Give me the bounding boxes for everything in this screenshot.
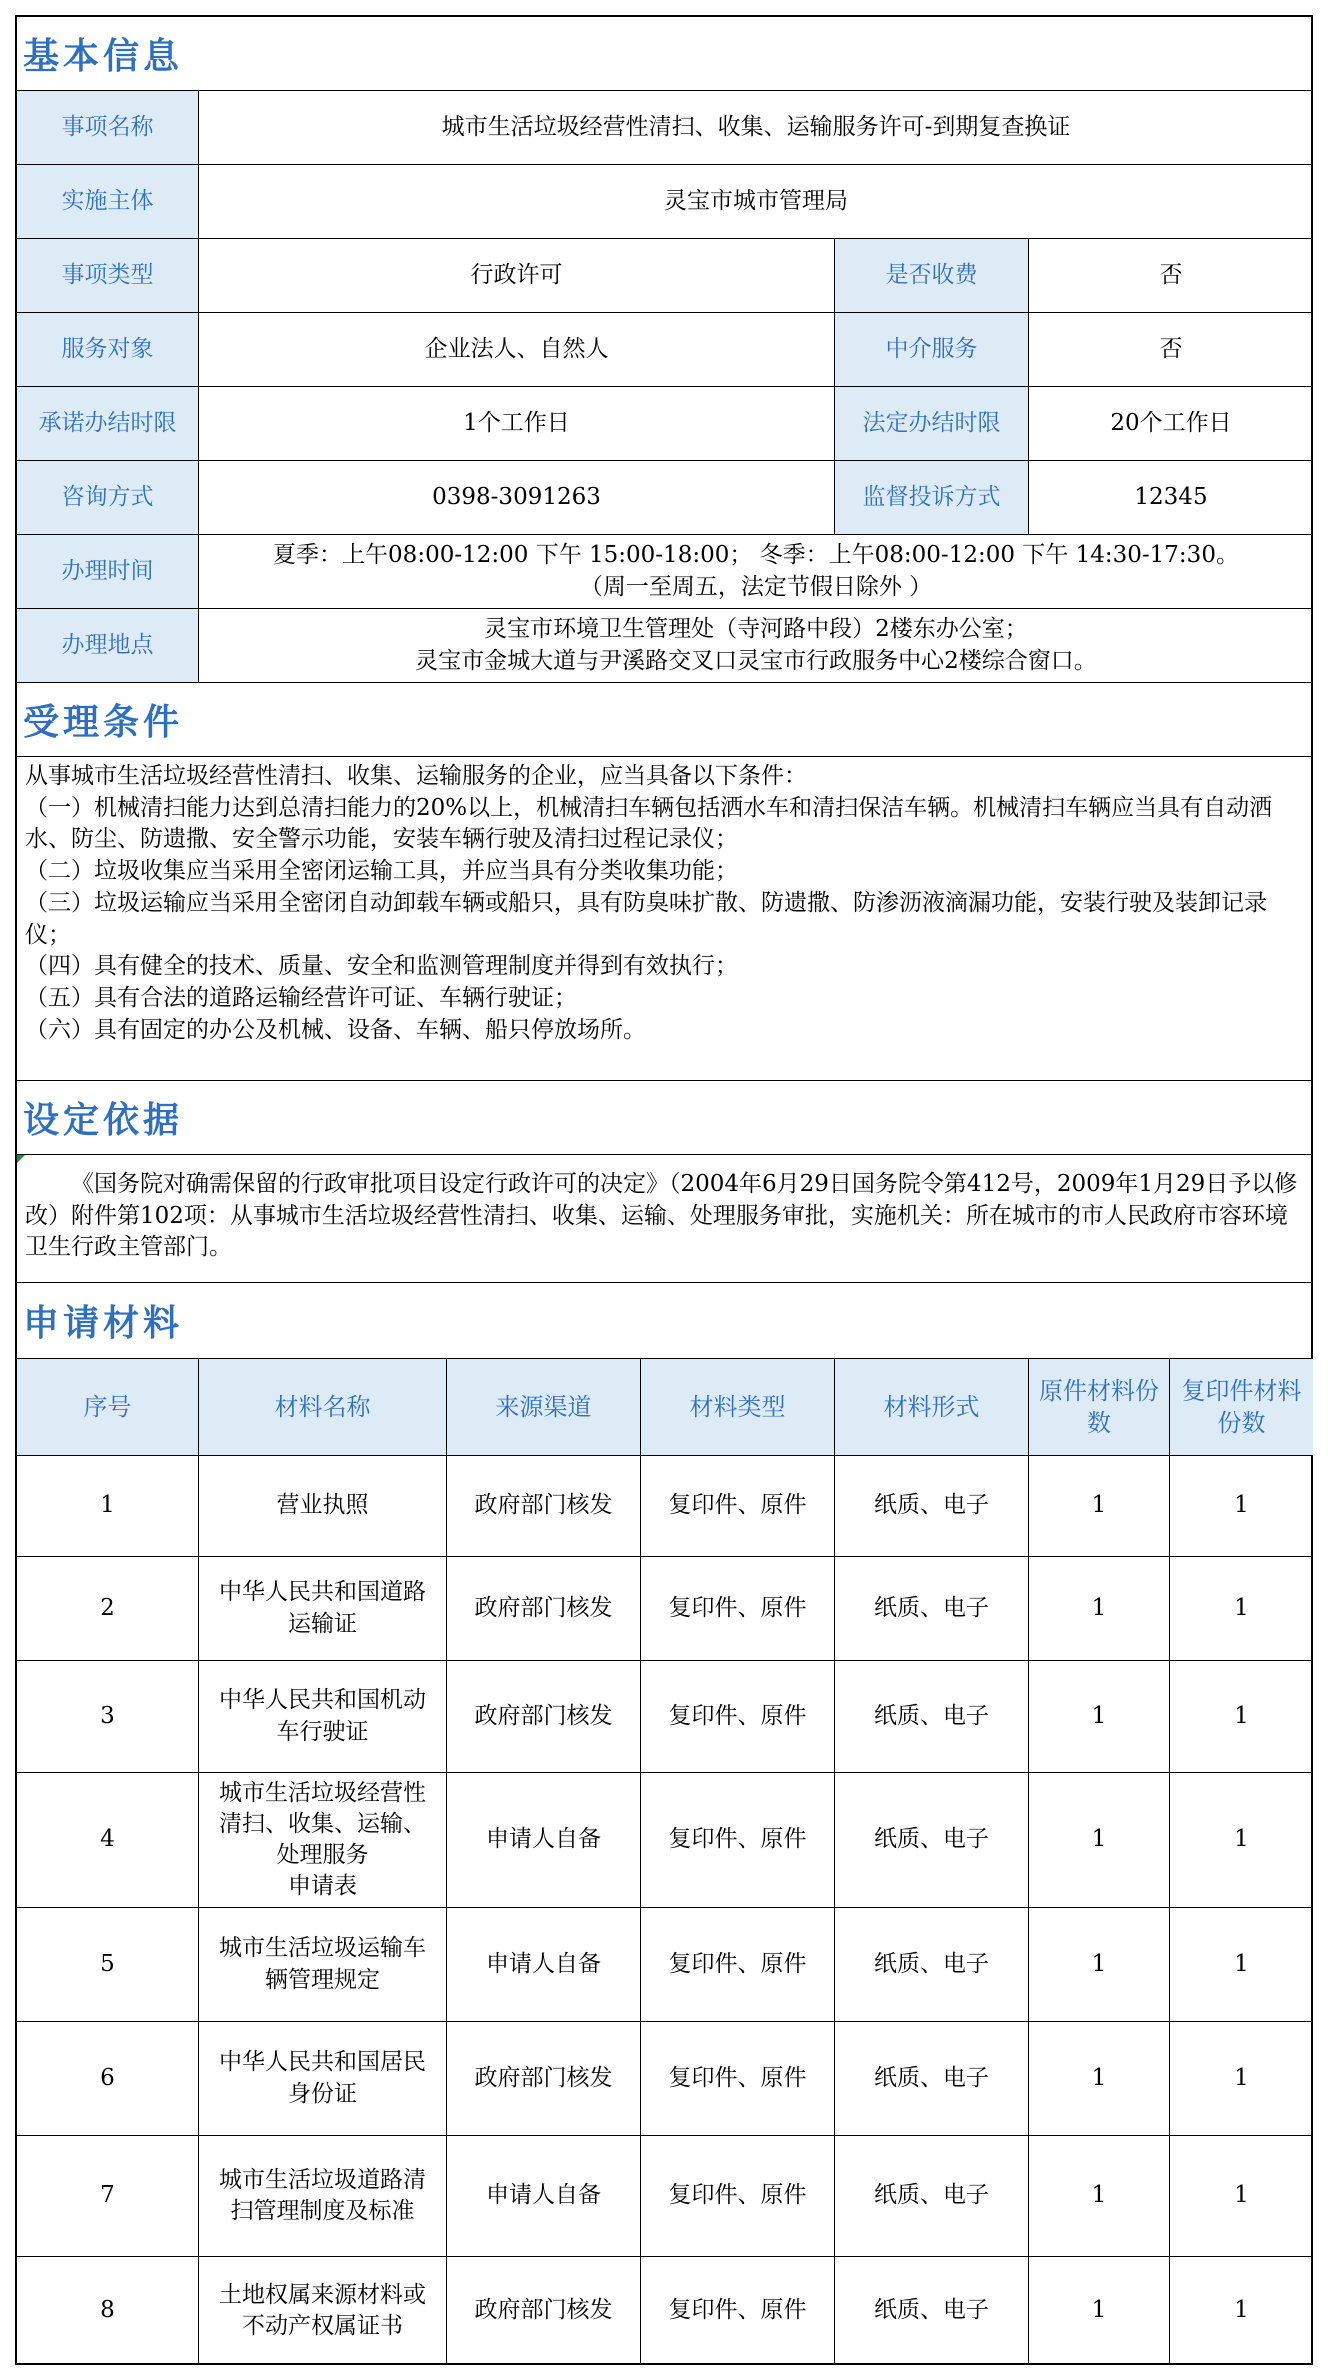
header-copy-line-1: 复印件材料	[1181, 1376, 1302, 1405]
row-place	[17, 609, 1311, 683]
section-title-conditions: 受理条件	[17, 683, 1311, 757]
material-form: 纸质、电子	[835, 1557, 1029, 1660]
material-source: 政府部门核发	[447, 1661, 641, 1772]
material-name-line: 申请表	[288, 1873, 357, 1900]
type-value: 行政许可	[199, 239, 835, 312]
header-orig-line-2: 数	[1087, 1409, 1111, 1437]
fee-value: 否	[1159, 261, 1183, 288]
header-source: 来源渠道	[447, 1359, 641, 1455]
legal-value: 20个工作日	[1110, 409, 1232, 436]
table-row	[17, 1908, 1311, 2022]
row-item-name	[17, 91, 1311, 165]
material-copy-count: 1	[1234, 1826, 1249, 1853]
material-source: 政府部门核发	[447, 1456, 641, 1556]
material-no: 6	[17, 2022, 199, 2135]
material-copy-count: 1	[1234, 1950, 1249, 1977]
material-source: 政府部门核发	[447, 1557, 641, 1660]
section-title-materials: 申请材料	[17, 1283, 1311, 1359]
place-value	[199, 609, 1313, 682]
target-value: 企业法人、自然人	[199, 313, 835, 386]
table-row	[17, 2136, 1311, 2257]
condition-line: （二）垃圾收集应当采用全密闭运输工具，并应当具有分类收集功能；	[25, 858, 738, 885]
material-kind: 复印件、原件	[641, 1456, 835, 1556]
material-name	[199, 1456, 447, 1556]
material-kind: 复印件、原件	[641, 2136, 835, 2256]
material-orig-count: 1	[1029, 1661, 1170, 1772]
material-copy-count: 1	[1234, 2182, 1249, 2209]
material-form: 纸质、电子	[835, 2257, 1029, 2365]
section-title-basis: 设定依据	[17, 1081, 1311, 1155]
material-form: 纸质、电子	[835, 2022, 1029, 2135]
header-copy-count	[1170, 1359, 1313, 1455]
material-name-line: 车行驶证	[276, 1718, 369, 1745]
consult-value: 0398-3091263	[199, 461, 835, 534]
material-source: 申请人自备	[447, 1908, 641, 2021]
material-name-line: 运输证	[288, 1610, 357, 1637]
basis-text: 《国务院对确需保留的行政审批项目设定行政许可的决定》（2004年6月29日国务院令第412号，2009年1月29日予以修改）附件第102项：从事城市生活垃圾经营性清扫、收集、运输、处理服务审批，实施机关：所在城市的市人民政府市容环境卫生行政主管部门。	[25, 1171, 1298, 1261]
material-name-line: 城市生活垃圾道路清	[219, 2166, 426, 2193]
material-kind: 复印件、原件	[641, 1908, 835, 2021]
header-no: 序号	[17, 1359, 199, 1455]
material-name-line: 营业执照	[276, 1492, 369, 1519]
material-no: 2	[17, 1557, 199, 1660]
material-name-line: 中华人民共和国道路	[219, 1579, 426, 1606]
table-row	[17, 1773, 1311, 1908]
header-form: 材料形式	[835, 1359, 1029, 1455]
table-row	[17, 2257, 1311, 2365]
material-orig-count: 1	[1029, 1456, 1170, 1556]
material-form: 纸质、电子	[835, 2136, 1029, 2256]
material-name	[199, 2136, 447, 2256]
conditions-block	[17, 757, 1311, 1081]
material-form: 纸质、电子	[835, 1661, 1029, 1772]
row-type	[17, 239, 1311, 313]
material-name-line: 不动产权属证书	[242, 2313, 403, 2339]
material-name	[199, 1661, 447, 1772]
condition-line: （五）具有合法的道路运输经营许可证、车辆行驶证；	[25, 985, 577, 1012]
material-no: 4	[17, 1773, 199, 1907]
material-no: 3	[17, 1661, 199, 1772]
material-orig-count: 1	[1029, 1908, 1170, 2021]
material-kind: 复印件、原件	[641, 1661, 835, 1772]
material-name-line: 身份证	[288, 2080, 357, 2107]
document	[15, 15, 1313, 2365]
section-title-basic-info: 基本信息	[17, 17, 1311, 91]
promise-value: 1个工作日	[199, 387, 835, 460]
material-copy-count: 1	[1234, 1594, 1249, 1621]
material-name-line: 清扫、收集、运输、	[219, 1810, 426, 1837]
item-name-value: 城市生活垃圾经营性清扫、收集、运输服务许可-到期复查换证	[441, 113, 1071, 140]
material-name-line: 土地权属来源材料或	[219, 2281, 426, 2308]
subject-value: 灵宝市城市管理局	[664, 187, 848, 214]
agency-value: 否	[1159, 335, 1183, 362]
header-name: 材料名称	[199, 1359, 447, 1455]
material-source: 申请人自备	[447, 2136, 641, 2256]
condition-line: （三）垃圾运输应当采用全密闭自动卸载车辆或船只，具有防臭味扩散、防遗撒、防渗沥液滴漏功能，安装行驶及装卸记录仪；	[25, 889, 1267, 948]
material-source: 申请人自备	[447, 1773, 641, 1907]
table-row	[17, 1456, 1311, 1557]
complaint-label: 监督投诉方式	[835, 461, 1029, 534]
condition-line: （一）机械清扫能力达到总清扫能力的20%以上，机械清扫车辆包括洒水车和清扫保洁车辆。机械清扫车辆应当具有自动洒水、防尘、防遗撒、安全警示功能，安装车辆行驶及清扫过程记录仪；	[25, 794, 1273, 853]
target-label: 服务对象	[17, 313, 199, 386]
row-hours	[17, 535, 1311, 609]
material-name-line: 处理服务	[276, 1842, 369, 1868]
material-name-line: 中华人民共和国机动	[219, 1687, 426, 1714]
material-orig-count: 1	[1029, 2022, 1170, 2135]
material-copy-count: 1	[1234, 1492, 1249, 1519]
table-row	[17, 1557, 1311, 1661]
consult-label: 咨询方式	[17, 461, 199, 534]
material-name	[199, 2022, 447, 2135]
material-form: 纸质、电子	[835, 1908, 1029, 2021]
row-subject	[17, 165, 1311, 239]
agency-label: 中介服务	[835, 313, 1029, 386]
material-copy-count: 1	[1234, 2064, 1249, 2091]
hours-label: 办理时间	[17, 535, 199, 608]
material-name	[199, 2257, 447, 2365]
material-kind: 复印件、原件	[641, 1557, 835, 1660]
material-form: 纸质、电子	[835, 1456, 1029, 1556]
material-orig-count: 1	[1029, 1773, 1170, 1907]
material-name-line: 城市生活垃圾经营性	[219, 1779, 426, 1806]
header-kind: 材料类型	[641, 1359, 835, 1455]
material-source: 政府部门核发	[447, 2257, 641, 2365]
material-copy-count: 1	[1234, 2297, 1249, 2324]
material-kind: 复印件、原件	[641, 2022, 835, 2135]
header-orig-line-1: 原件材料份	[1039, 1376, 1159, 1405]
material-name-line: 中华人民共和国居民	[219, 2049, 426, 2076]
cell-comment-marker	[17, 1155, 25, 1163]
table-row	[17, 1661, 1311, 1773]
material-name-line: 城市生活垃圾运输车	[219, 1935, 426, 1962]
place-line-1: 灵宝市环境卫生管理处（寺河路中段）2楼东办公室；	[484, 616, 1028, 643]
material-copy-count: 1	[1234, 1702, 1249, 1729]
hours-line-1: 夏季：上午08:00-12:00 下午 15:00-18:00； 冬季：上午08:00-12:00 下午 14:30-17:30。	[273, 542, 1239, 569]
hours-line-2: （周一至周五，法定节假日除外 ）	[579, 573, 933, 600]
material-name-line: 扫管理制度及标准	[230, 2198, 415, 2224]
materials-header-row	[17, 1359, 1311, 1456]
row-time-limit	[17, 387, 1311, 461]
material-name	[199, 1908, 447, 2021]
table-row	[17, 2022, 1311, 2136]
type-label: 事项类型	[17, 239, 199, 312]
row-contact	[17, 461, 1311, 535]
material-no: 1	[17, 1456, 199, 1556]
basis-block	[17, 1155, 1311, 1283]
material-form: 纸质、电子	[835, 1773, 1029, 1907]
material-orig-count: 1	[1029, 1557, 1170, 1660]
place-label: 办理地点	[17, 609, 199, 682]
material-no: 8	[17, 2257, 199, 2365]
promise-label: 承诺办结时限	[17, 387, 199, 460]
subject-label: 实施主体	[17, 165, 199, 238]
condition-line: （四）具有健全的技术、质量、安全和监测管理制度并得到有效执行；	[25, 953, 738, 980]
row-target	[17, 313, 1311, 387]
material-name-line: 辆管理规定	[265, 1966, 380, 1993]
item-name-label: 事项名称	[17, 91, 199, 164]
material-name	[199, 1557, 447, 1660]
condition-line: 从事城市生活垃圾经营性清扫、收集、运输服务的企业，应当具备以下条件：	[25, 763, 807, 789]
material-no: 5	[17, 1908, 199, 2021]
material-orig-count: 1	[1029, 2257, 1170, 2365]
legal-label: 法定办结时限	[835, 387, 1029, 460]
place-line-2: 灵宝市金城大道与尹溪路交叉口灵宝市行政服务中心2楼综合窗口。	[415, 647, 1097, 674]
complaint-value: 12345	[1134, 483, 1208, 510]
header-orig-count	[1029, 1359, 1170, 1455]
material-orig-count: 1	[1029, 2136, 1170, 2256]
material-no: 7	[17, 2136, 199, 2256]
fee-label: 是否收费	[835, 239, 1029, 312]
material-source: 政府部门核发	[447, 2022, 641, 2135]
condition-line: （六）具有固定的办公及机械、设备、车辆、船只停放场所。	[25, 1016, 646, 1043]
material-name	[199, 1773, 447, 1907]
material-kind: 复印件、原件	[641, 1773, 835, 1907]
material-kind: 复印件、原件	[641, 2257, 835, 2365]
hours-value	[199, 535, 1313, 608]
header-copy-line-2: 份数	[1217, 1409, 1266, 1437]
